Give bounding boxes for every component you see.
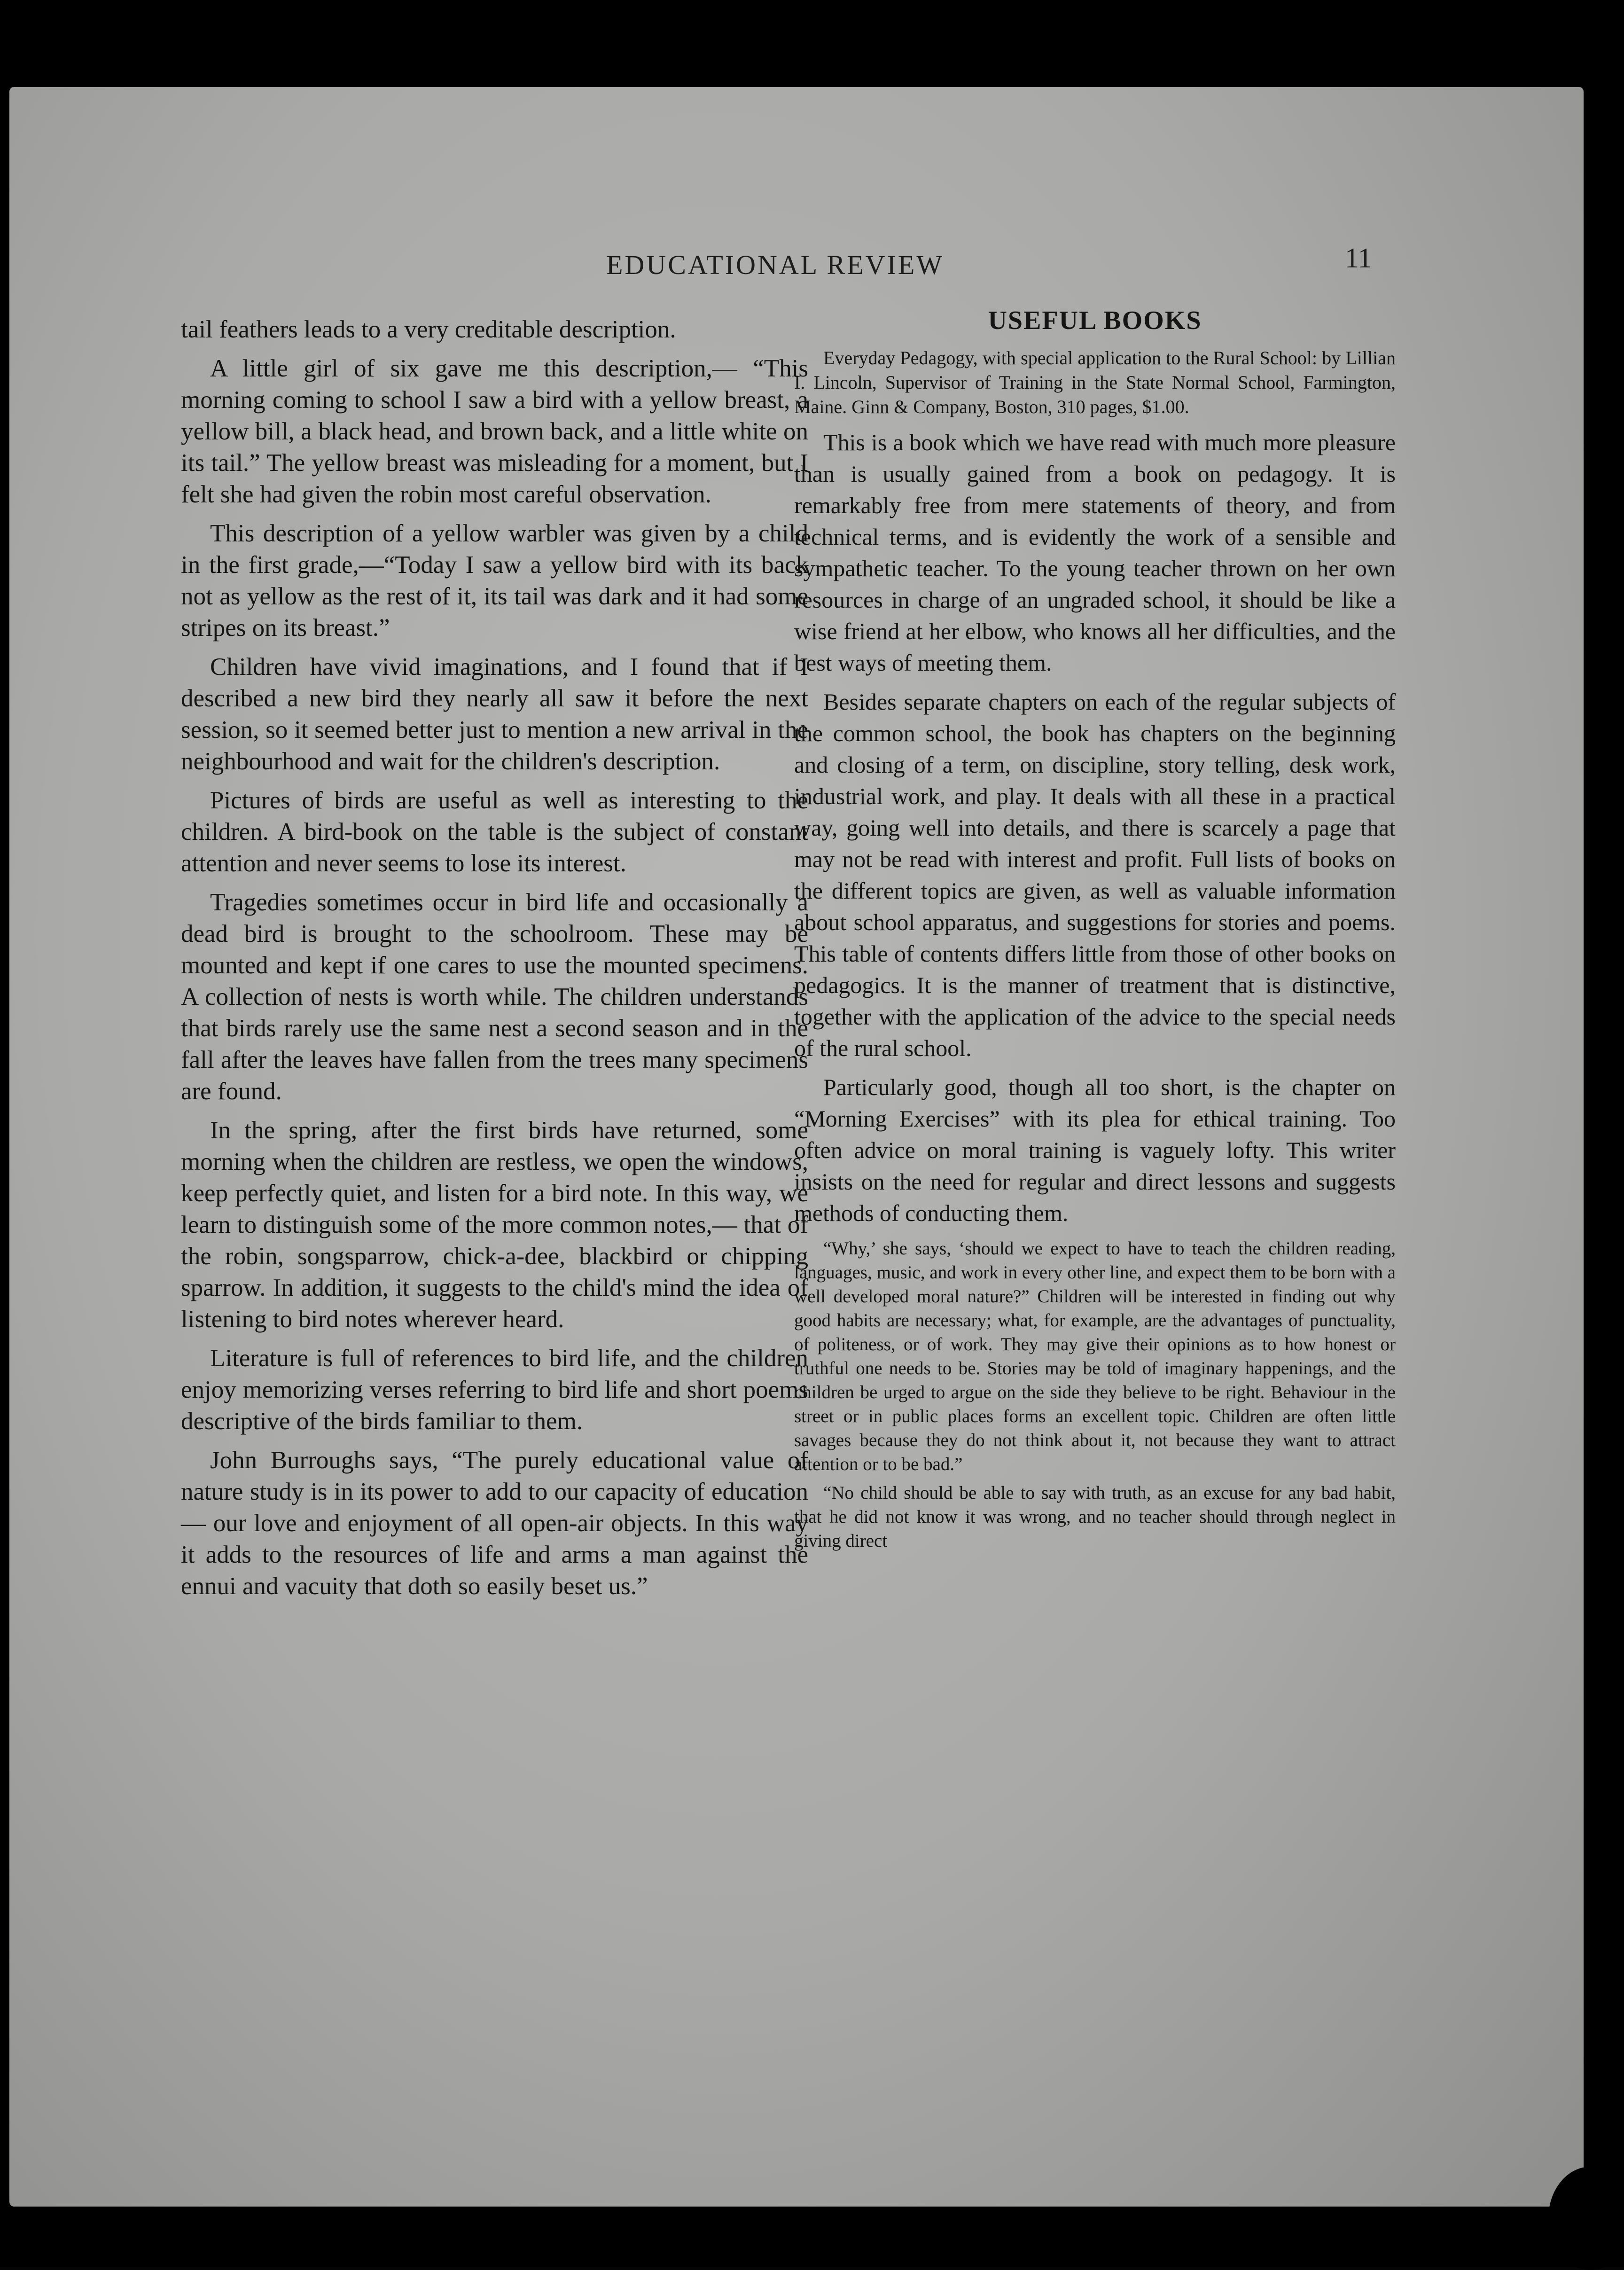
section-heading: USEFUL BOOKS — [988, 306, 1202, 335]
paragraph: Tragedies sometimes occur in bird life and occasionally a dead bird is brought to the schoolroom. These may be mounted and kept if one cares to use the mounted specimens. A collection of nests is worth while. The children understands that birds rarely use the same nest a second season and in the fall after the leaves have fallen from the trees many specimens are found. — [181, 889, 808, 1105]
quote-paragraph: “No child should be able to say with truth, as an excuse for any bad habit, that he did not know it was wrong, and no teacher should through neglect in giving direct — [794, 1483, 1396, 1551]
running-head: EDUCATIONAL REVIEW — [606, 250, 945, 280]
paragraph: Children have vivid imaginations, and I found that if I described a new bird they nearly all saw it before the next session, so it seemed better just to mention a new arrival in the neighbourhood and wait for the children's description. — [181, 653, 808, 775]
paragraph: A little girl of six gave me this description,— “This morning coming to school I saw a bird with a yellow breast, a yellow bill, a black head, and brown back, and a little white on its tail.” The yellow breast was misleading for a moment, but I felt she had given the robin most careful observation. — [181, 355, 808, 508]
paragraph: In the spring, after the first birds have returned, some morning when the children are restless, we open the windows, keep perfectly quiet, and listen for a bird note. In this way, we learn to distinguish some of the more common notes,— that of the robin, songsparrow, chick-a-dee, blackbird or chipping sparrow. In addition, it suggests to the child's mind the idea of listening to bird notes wherever heard. — [181, 1117, 808, 1333]
review-body — [794, 427, 1396, 1229]
right-column — [794, 305, 1396, 1558]
paragraph: Particularly good, though all too short, is the chapter on “Morning Exercises” with its plea for ethical training. Too often advice on moral training is vaguely lofty. This writer insists on the need for regular and direct lessons and suggests methods of conducting them. — [794, 1074, 1396, 1226]
paragraph: Pictures of birds are useful as well as interesting to the children. A bird-book on the table is the subject of constant attention and never seems to lose its interest. — [181, 787, 808, 877]
quoted-excerpt — [794, 1237, 1396, 1553]
paragraph: This is a book which we have read with much more pleasure than is usually gained from a book on pedagogy. It is remarkably free from mere statements of theory, and from technical terms, and is evidently the work of a sensible and sympathetic teacher. To the young teacher thrown on her own resources in charge of an ungraded school, it should be like a wise friend at her elbow, who knows all her difficulties, and the best ways of meeting them. — [794, 429, 1396, 676]
paragraph: This description of a yellow warbler was given by a child in the first grade,—“Today I saw a yellow bird with its back not as yellow as the rest of it, its tail was dark and it had some stripes on its breast.” — [181, 520, 808, 642]
paragraph: John Burroughs says, “The purely educational value of nature study is in its power to add to our capacity of education — our love and enjoyment of all open-air objects. In this way it adds to the resources of life and arms a man against the ennui and vacuity that doth so easily beset us.” — [181, 1447, 808, 1600]
left-column — [181, 314, 808, 1610]
paragraph: tail feathers leads to a very creditable description. — [181, 316, 676, 343]
paragraph: Literature is full of references to bird life, and the children enjoy memorizing verses referring to bird life and short poems descriptive of the birds familiar to them. — [181, 1345, 808, 1435]
corner-blot — [1548, 2167, 1624, 2270]
book-reference: Everyday Pedagogy, with special application to the Rural School: by Lillian I. Lincoln, Supervisor of Training in the State Normal School, Farmington, Maine. Ginn & Company, Boston, 310 pages, $1.00. — [794, 347, 1396, 417]
page-number: 11 — [1345, 243, 1372, 274]
quote-paragraph: “Why,’ she says, ‘should we expect to have to teach the children reading, languages, music, and work in every other line, and expect them to be born with a well developed moral nature?” Children will be interested in finding out why good habits are necessary; what, for example, are the advantages of punctuality, of politeness, or of work. They may give their opinions as to how honest or truthful one needs to be. Stories may be told of imaginary happenings, and the children be urged to argue on the side they believe to be right. Behaviour in the street or in public places forms an excellent topic. Children are often little savages because they do not think about it, not because they want to attract attention or to be bad.” — [794, 1238, 1396, 1474]
paragraph: Besides separate chapters on each of the regular subjects of the common school, the book has chapters on the beginning and closing of a term, on discipline, story telling, desk work, industrial work, and play. It deals with all these in a practical way, going well into details, and there is scarcely a page that may not be read with interest and profit. Full lists of books on the different topics are given, as well as valuable information about school apparatus, and suggestions for stories and poems. This table of contents differs little from those of other books on pedagogics. It is the manner of treatment that is distinctive, together with the application of the advice to the special needs of the rural school. — [794, 689, 1396, 1061]
